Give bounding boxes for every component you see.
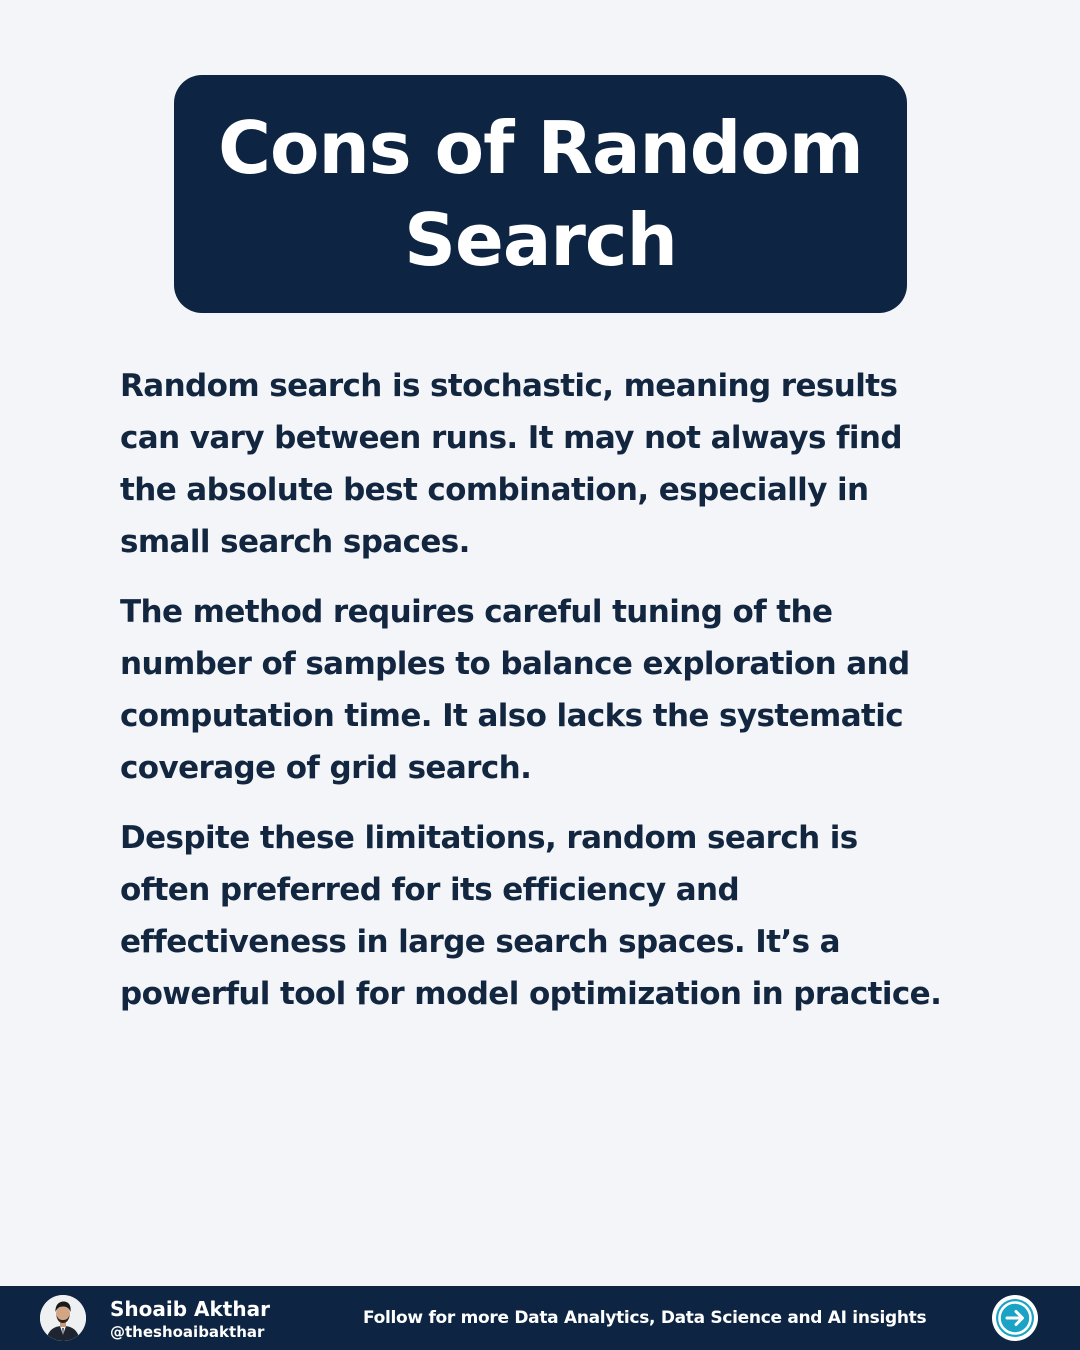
follow-cta-text: Follow for more Data Analytics, Data Science and AI insights <box>363 1308 927 1328</box>
arrow-right-circle-icon <box>995 1298 1035 1338</box>
footer-bar <box>0 1286 1080 1350</box>
content-body <box>120 360 950 1038</box>
title-card <box>174 75 907 313</box>
author-avatar[interactable] <box>40 1295 86 1341</box>
paragraph-conclusion: Despite these limitations, random search is often preferred for its efficiency and effectiveness in large search spaces. It’s a powerful tool for model optimization in practice. <box>120 820 942 1012</box>
person-avatar-icon <box>40 1295 86 1341</box>
next-slide-button[interactable] <box>992 1295 1038 1341</box>
paragraph-tuning: The method requires careful tuning of the number of samples to balance exploration and computation time. It also lacks the systematic coverage of grid search. <box>120 594 910 786</box>
paragraph-stochastic: Random search is stochastic, meaning results can vary between runs. It may not always find the absolute best combination, especially in small search spaces. <box>120 368 902 560</box>
page-title: Cons of Random Search <box>218 106 863 282</box>
author-name: Shoaib Akthar <box>110 1297 270 1321</box>
author-handle[interactable]: @theshoaibakthar <box>110 1323 265 1341</box>
